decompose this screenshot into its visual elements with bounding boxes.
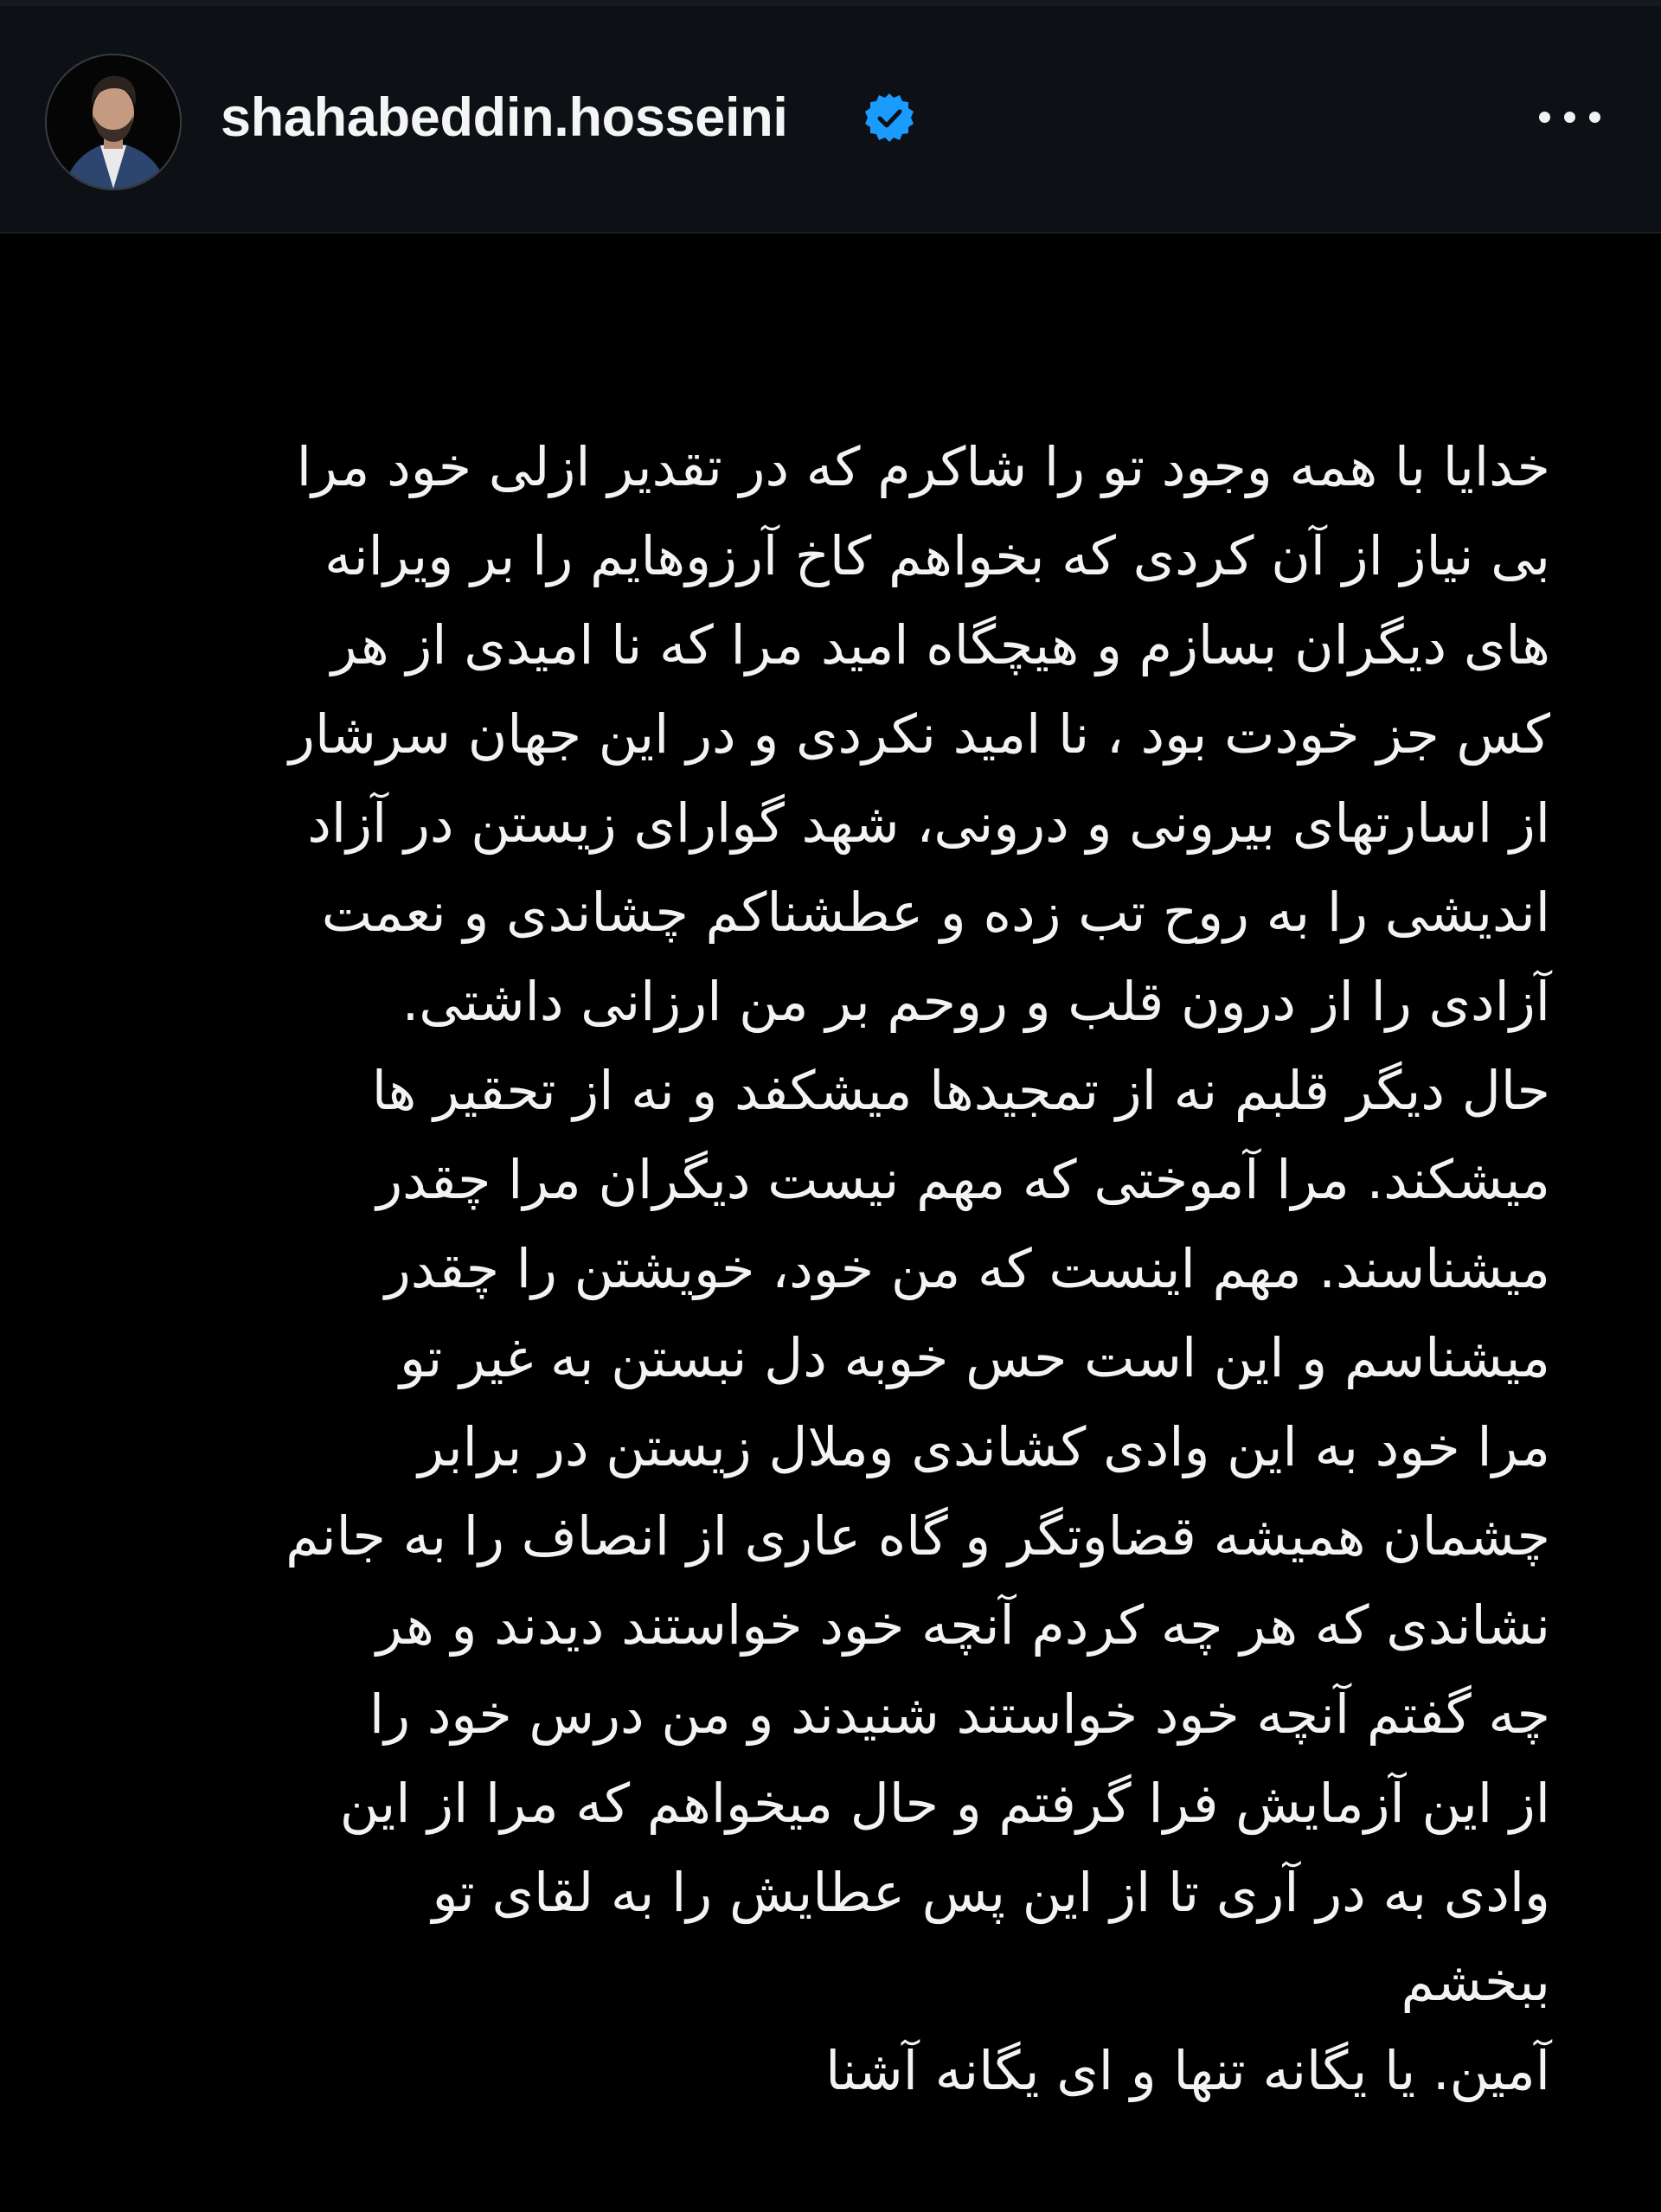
post-line: میشناسند. مهم اینست که من خود، خویشتن را چقدر xyxy=(384,1237,1550,1300)
post-text xyxy=(121,422,1550,2115)
status-strip xyxy=(0,0,1661,6)
post-line: آزادی را از درون قلب و روحم بر من ارزانی داشتی. xyxy=(401,970,1550,1033)
more-options-button[interactable] xyxy=(1528,97,1611,137)
post-line: ببخشم xyxy=(1401,1950,1550,2013)
profile-photo-icon xyxy=(47,55,180,189)
post-line: میشناسم و این است حس خوبه دل نبستن به غیر تو xyxy=(400,1326,1550,1389)
post-line: نشاندی که هر چه کردم آنچه خود خواستند دیدند و هر xyxy=(375,1593,1550,1657)
post-line: از این آزمایش فرا گرفتم و حال میخواهم که مرا از این xyxy=(339,1772,1550,1835)
post-line: میشکند. مرا آموختی که مهم نیست دیگران مرا چقدر xyxy=(376,1148,1550,1211)
post-line: چه گفتم آنچه خود خواستند شنیدند و من درس خود را xyxy=(369,1683,1550,1746)
post-line: مرا خود به این وادی کشاندی وملال زیستن در برابر xyxy=(418,1415,1550,1478)
header-divider xyxy=(0,232,1661,234)
post-line: آمین. یا یگانه تنها و ای یگانه آشنا xyxy=(825,2039,1550,2102)
more-horizontal-icon xyxy=(1539,112,1550,123)
more-horizontal-icon xyxy=(1589,112,1600,123)
post-line: خدایا با همه وجود تو را شاکرم که در تقدیر ازلی خود مرا xyxy=(296,435,1550,498)
avatar[interactable] xyxy=(45,54,182,190)
verified-check-badge-icon xyxy=(862,90,917,145)
post-line: چشمان همیشه قضاوتگر و گاه عاری از انصاف را به جانم xyxy=(285,1504,1550,1568)
post-line: های دیگران بسازم و هیچگاه امید مرا که نا امیدی از هر xyxy=(330,613,1550,676)
post-line: کس جز خودت بود ، نا امید نکردی و در این جهان سرشار xyxy=(289,702,1550,766)
post-line: از اسارتهای بیرونی و درونی، شهد گوارای زیستن در آزاد xyxy=(307,792,1550,855)
post-line: حال دیگر قلبم نه از تمجیدها میشکفد و نه از تحقیر ها xyxy=(371,1059,1550,1122)
username-link[interactable]: shahabeddin.hosseini xyxy=(221,87,788,148)
post-line: اندیشی را به روح تب زده و عطشناکم چشاندی و نعمت xyxy=(321,881,1550,944)
post-line: بی نیاز از آن کردی که بخواهم کاخ آرزوهایم را بر ویرانه xyxy=(324,524,1550,587)
more-horizontal-icon xyxy=(1564,112,1575,123)
post-line: وادی به در آری تا از این پس عطایش را به لقای تو xyxy=(432,1861,1550,1924)
